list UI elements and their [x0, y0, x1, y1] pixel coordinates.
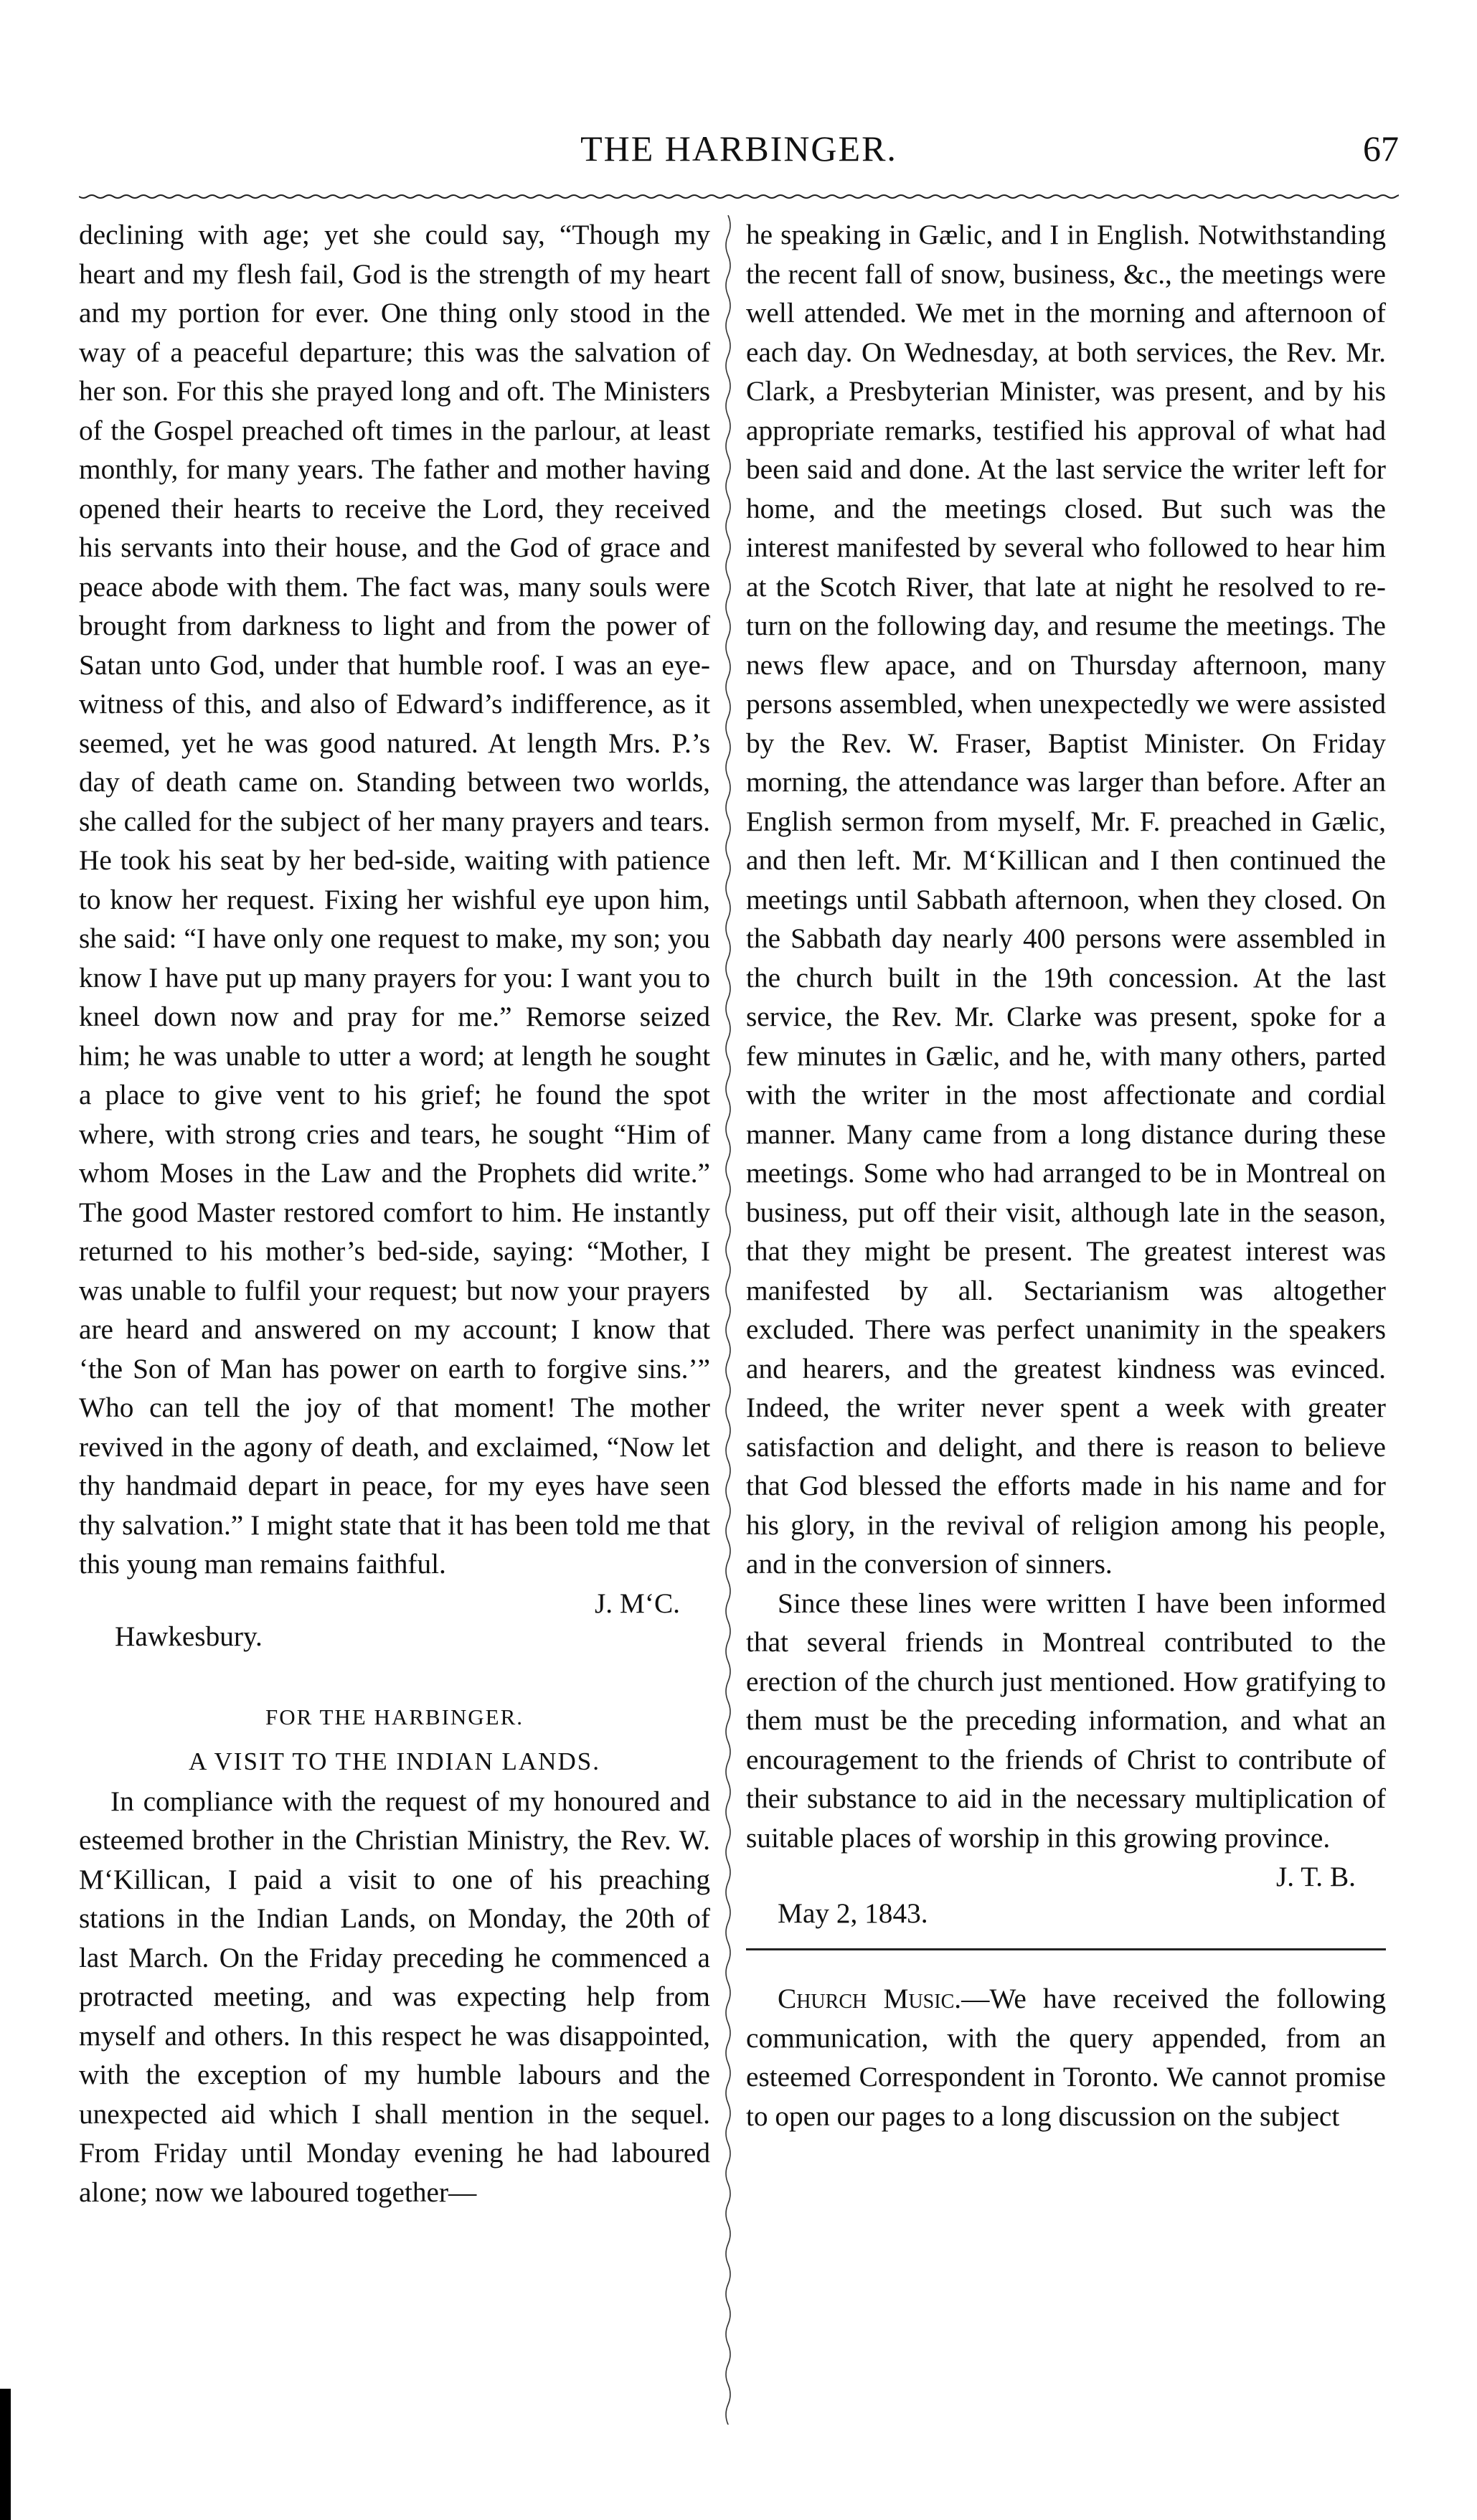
column-divider [723, 215, 733, 2425]
wavy-rule [79, 194, 1399, 199]
body-paragraph [746, 1979, 1386, 2136]
place-line: Hawkesbury. [115, 1620, 263, 1652]
body-paragraph: he speaking in Gælic, and I in English. Notwithstanding the recent fall of snow, business, &c., the meetings were well attended. We met in the morning and afternoon of each day. On Wednesday, at both services, the Rev. Mr. Clark, a Presbyterian Minister, was present, and by his appropriate remarks, testified his approval of what had been said and done. At the last service the writer left for home, and the meetings closed. But such was the interest manifested by several who followed to hear him at the Scotch River, that late at night he resolved to return on the following day, and resume the meetings. The news flew apace, and on Thursday afternoon, many persons assembled, when unexpectedly we were assisted by the Rev. W. Fraser, Baptist Minister. On Friday morning, the attendance was larger than before. After an English sermon from myself, Mr. F. preached in Gælic, and then left. Mr. M‘Killican and I then continued the meetings until Sabbath afternoon, when they closed. On the Sabbath day nearly 400 persons were assembled in the church built in the 19th concession. At the last service, the Rev. Mr. Clarke was present, spoke for a few minutes in Gælic, and he, with many others, parted with the writer in the most affectionate and cordial manner. Many came from a long distance during these meetings. Some who had arranged to be in Montreal on business, put off their visit, although late in the season, that they might be present. The greatest interest was manifested by all. Sectarianism was altogether excluded. There was perfect unanimity in the speakers and hearers, and the greatest kindness was evinced. Indeed, the writer never spent a week with greater satisfaction and delight, and there is reason to believe that God blessed the efforts made in his name and for his glory, in the revival of religion among his people, and in the conversion of sinners. [746, 219, 1386, 1580]
left-column [79, 215, 710, 2212]
date-line: May 2, 1843. [778, 1897, 928, 1929]
right-column [746, 215, 1386, 2136]
page-title: THE HARBINGER. [580, 128, 897, 169]
running-head [79, 123, 1399, 181]
body-paragraph: In compliance with the request of my honoured and esteemed brother in the Christian Ministry, the Rev. W. M‘Killican, I paid a visit to one of his preaching stations in the Indian Lands, on Monday, the 20th of last March. On the Friday preceding he commenced a protracted meeting, and was expecting help from myself and others. In this respect he was disappointed, with the exception of my humble labours and the unexpected aid which I shall mention in the sequel. From Friday until Monday evening he had laboured alone; now we laboured together— [79, 1785, 710, 2208]
body-paragraph: Since these lines were written I have been informed that several friends in Montreal contributed to the erection of the church just mentioned. How gratifying to them must be the preceding information, and what an encouragement to the friends of Christ to contribute of their substance to aid in the necessary multiplication of suitable places of worship in this growing province. [746, 1587, 1386, 1854]
body-paragraph: declining with age; yet she could say, “Though my heart and my flesh fail, God is the strength of my heart and my portion for ever. One thing only stood in the way of a peaceful departure; this was the salvation of her son. For this she prayed long and oft. The Ministers of the Gospel preached oft times in the parlour, at least monthly, for many years. The father and mother having opened their hearts to receive the Lord, they received his servants into their house, and the God of grace and peace abode with them. The fact was, many souls were brought from darkness to light and from the power of Satan unto God, under that humble roof. I was an eye-witness of this, and also of Edward’s indifference, as it seemed, yet he was good natured. At length Mrs. P.’s day of death came on. Standing between two worlds, she called for the subject of her many prayers and tears. He took his seat by her bed-side, waiting with patience to know her request. Fixing her wishful eye upon him, she said: “I have only one request to make, my son; you know I have put up many prayers for you: I want you to kneel down now and pray for me.” Remorse seized him; he was unable to utter a word; at length he sought a place to give vent to his grief; he found the spot where, with strong cries and tears, he sought “Him of whom Moses in the Law and the Prophets did write.” The good Master restored comfort to him. He instantly returned to his mother’s bed-side, saying: “Mother, I was unable to fulfil your request; but now your prayers are heard and answered on my account; I know that ‘the Son of Man has power on earth to forgive sins.’” Who can tell the joy of that moment! The mother revived in the agony of death, and exclaimed, “Now let thy handmaid depart in peace, for my eyes have seen thy salvation.” I might state that it has been told me that this young man remains faithful. [79, 219, 710, 1580]
paragraph-text: —We have received the following communication, with the query appended, from an esteemed Correspondent in Toronto. We cannot promise to open our pages to a long discussion on the subject [746, 1983, 1386, 2132]
article-title: A VISIT TO THE INDIAN LANDS. [189, 1747, 600, 1775]
page-number: 67 [1363, 128, 1399, 169]
scan-edge [0, 2389, 11, 2520]
section-rule [746, 1948, 1386, 1950]
section-label: FOR THE HARBINGER. [265, 1704, 524, 1729]
section-lead: Church Music. [778, 1983, 962, 2014]
author-signature: J. M‘C. [594, 1587, 680, 1619]
author-signature: J. T. B. [1275, 1861, 1356, 1892]
